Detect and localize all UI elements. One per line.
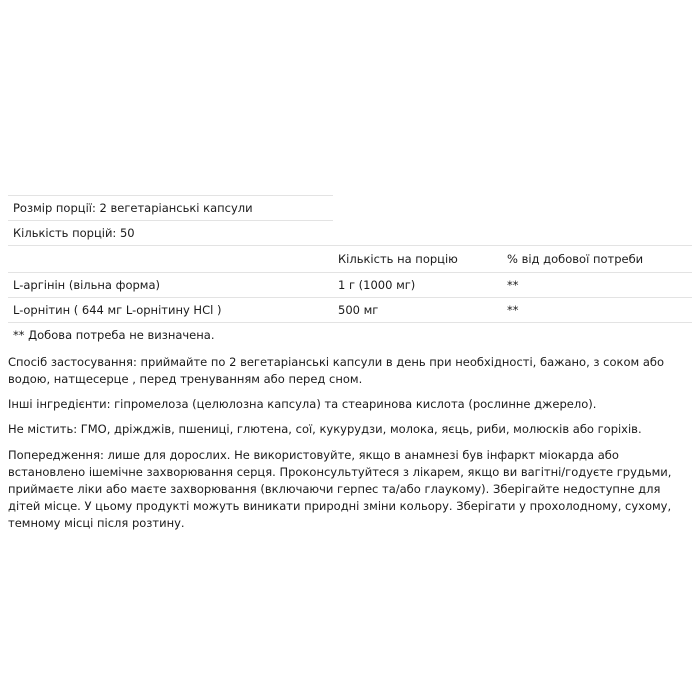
other-ingredients-text: Інші інгредієнти: гіпромелоза (целюлозна капсула) та стеаринова кислота (рослинне джерело). <box>8 397 597 411</box>
header-amount: Кількість на порцію <box>338 252 458 266</box>
servings-count-row <box>8 220 333 245</box>
usage-text: Спосіб застосування: приймайте по 2 вегетаріанські капсули в день при необхідності, бажано, з соком або водою, натщесерце , перед тренуванням або перед сном. <box>8 355 665 386</box>
warning-text: Попередження: лише для дорослих. Не використовуйте, якщо в анамнезі був інфаркт міокарда або встановлено ішемічне захворювання серця. Проконсультуйтеся з лікарем, якщо ви вагітні/годуєте грудьми, приймаєте ліки або маєте захворювання (включаючи герпес та/або глаукому). Зберігайте недоступне для дітей місце. У цьому продукті можуть виникати природні зміни кольору. Зберігати у прохолодному, сухому, темному місці після розтину. <box>8 448 672 530</box>
ingredient-name: L-аргінін (вільна форма) <box>13 278 161 292</box>
footnote-row <box>8 322 692 346</box>
serving-size: Розмір порції: 2 вегетаріанські капсули <box>13 201 253 215</box>
supplement-facts-table <box>8 195 692 346</box>
footnote: ** Добова потреба не визначена. <box>13 327 215 342</box>
table-row <box>8 297 692 322</box>
ingredient-amount: 1 г (1000 мг) <box>338 278 416 292</box>
ingredient-amount: 500 мг <box>338 303 379 317</box>
ingredient-dv: ** <box>507 278 519 292</box>
table-header-row <box>8 245 692 272</box>
free-of-text: Не містить: ГМО, дріжджів, пшениці, глютена, сої, кукурудзи, молока, яєць, риби, молюсків або горіхів. <box>8 422 642 436</box>
servings-count: Кількість порцій: 50 <box>13 226 135 240</box>
serving-size-row <box>8 195 333 220</box>
table-row <box>8 272 692 297</box>
header-daily-value: % від добової потреби <box>507 252 644 266</box>
ingredient-dv: ** <box>507 303 519 317</box>
ingredient-name: L-орнітин ( 644 мг L-орнітину HCl ) <box>13 303 222 317</box>
